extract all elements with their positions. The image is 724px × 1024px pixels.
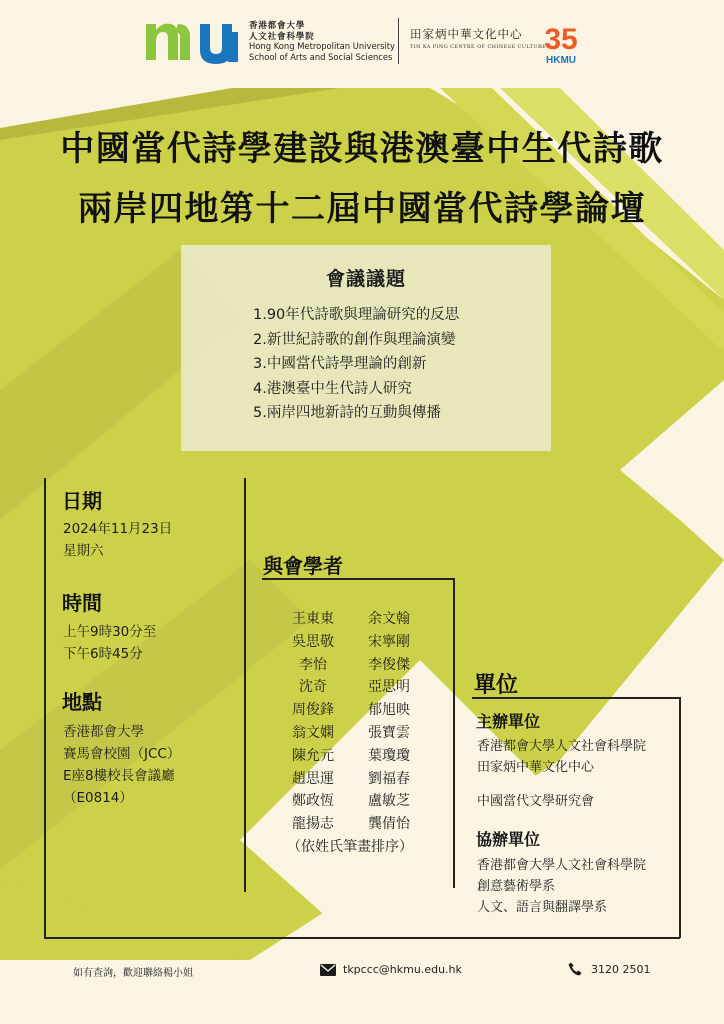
date-heading: 日期 [62,489,102,513]
scholar-name: 李怡 [299,656,327,673]
scholar-name: 陳允元 [292,747,334,764]
scholars-sort-note: （依姓氏筆畫排序） [287,839,413,855]
venue-heading: 地點 [62,690,102,714]
organizer-line: 香港都會大學人文社會科學院 [477,739,647,754]
scholar-name: 李俊傑 [368,656,410,673]
scholar-name: 翁文嫻 [292,724,334,741]
venue-line-3: E座8樓校長會議廳 [63,768,175,784]
coorganizer-line: 人文、語言與翻譯學系 [477,900,608,915]
scholar-name: 張寶雲 [368,724,410,741]
scholar-name: 余文翰 [368,611,410,627]
scholar-name: 葉瓊瓊 [368,747,410,764]
scholar-name: 龍揚志 [292,816,334,833]
scholar-name: 郁旭映 [368,702,410,719]
school-name-zh: 人文社會科學院 [249,30,315,41]
time-line-2: 下午6時45分 [63,646,143,662]
scholar-name: 盧敏芝 [368,793,410,810]
time-line-1: 上午9時30分至 [63,624,157,640]
scholars-heading: 與會學者 [263,554,343,578]
scholar-name: 龔倩怡 [368,816,410,833]
scholar-name: 劉福春 [368,770,410,787]
hkmu-logo-icon [142,12,242,66]
scholar-name: 趙思運 [292,770,334,787]
coorganizer-line: 創意藝術學系 [477,879,556,894]
date-line-1: 2024年11月23日 [63,521,173,537]
anniversary-label: HKMU [546,55,576,66]
topic-item: 1.90年代詩歌與理論研究的反思 [253,307,460,323]
scholar-name: 吳思敬 [292,633,334,650]
topics-box [181,245,551,451]
venue-line-4: （E0814） [63,790,133,806]
anniversary-number: 35 [544,23,578,56]
email-icon [320,964,336,976]
university-name-zh: 香港都會大學 [249,20,306,30]
header-bar [0,0,724,88]
enquiry-text: 如有查詢，歡迎聯絡楊小姐 [73,968,193,979]
phone-number[interactable]: 3120 2501 [591,963,651,976]
email-link[interactable]: tkpccc@hkmu.edu.hk [343,963,462,976]
scholars-column-1 [276,608,350,836]
title-line-1: 中國當代詩學建設與港澳臺中生代詩歌 [60,129,664,169]
school-name-en: School of Arts and Social Sciences [249,51,393,62]
venue-line-2: 賽馬會校園（JCC） [63,746,181,762]
frame-bottom-horizontal [44,937,680,939]
topics-list [253,303,459,426]
scholar-name: 周俊鋒 [292,702,334,719]
scholars-column-2 [352,608,426,836]
phone-icon [568,962,582,976]
coorganizer-line: 香港都會大學人文社會科學院 [477,858,647,873]
organizer-heading: 主辦單位 [476,712,541,731]
organizer-line: 田家炳中華文化中心 [477,760,595,775]
university-name-block [249,20,395,62]
scholar-name: 亞思明 [368,679,410,696]
scholar-name: 王東東 [292,611,334,627]
title-line-2: 兩岸四地第十二屆中國當代詩學論壇 [78,189,646,229]
coorganizer-heading: 協辦單位 [476,830,541,849]
venue-line-1: 香港都會大學 [63,724,144,740]
header-divider [398,18,399,64]
topic-item: 4.港澳臺中生代詩人研究 [253,380,412,397]
topic-item: 2.新世紀詩歌的創作與理論演變 [253,331,456,348]
time-heading: 時間 [62,591,102,615]
units-heading: 單位 [474,673,519,698]
scholar-name: 鄭政恆 [292,793,334,810]
organizer-line: 中國當代文學研究會 [477,794,595,809]
university-name-en: Hong Kong Metropolitan University [249,41,395,51]
scholar-name: 沈奇 [299,679,327,696]
frame-mid-vertical [244,478,246,892]
topic-item: 3.中國當代詩學理論的創新 [253,356,427,373]
frame-left-vertical [44,478,46,938]
scholars-right-vertical [453,578,455,888]
scholar-name: 宋寧剛 [368,633,410,650]
topic-item: 5.兩岸四地新詩的互動與傳播 [253,405,441,422]
date-line-2: 星期六 [63,543,104,559]
topics-heading: 會議議題 [325,268,406,290]
hkmu-35th-anniversary-logo [541,18,581,66]
centre-name-en: TIN KA PING CENTRE OF CHINESE CULTURE [410,44,547,50]
units-right-vertical [679,697,681,938]
centre-name-zh: 田家炳中華文化中心 [410,27,523,41]
